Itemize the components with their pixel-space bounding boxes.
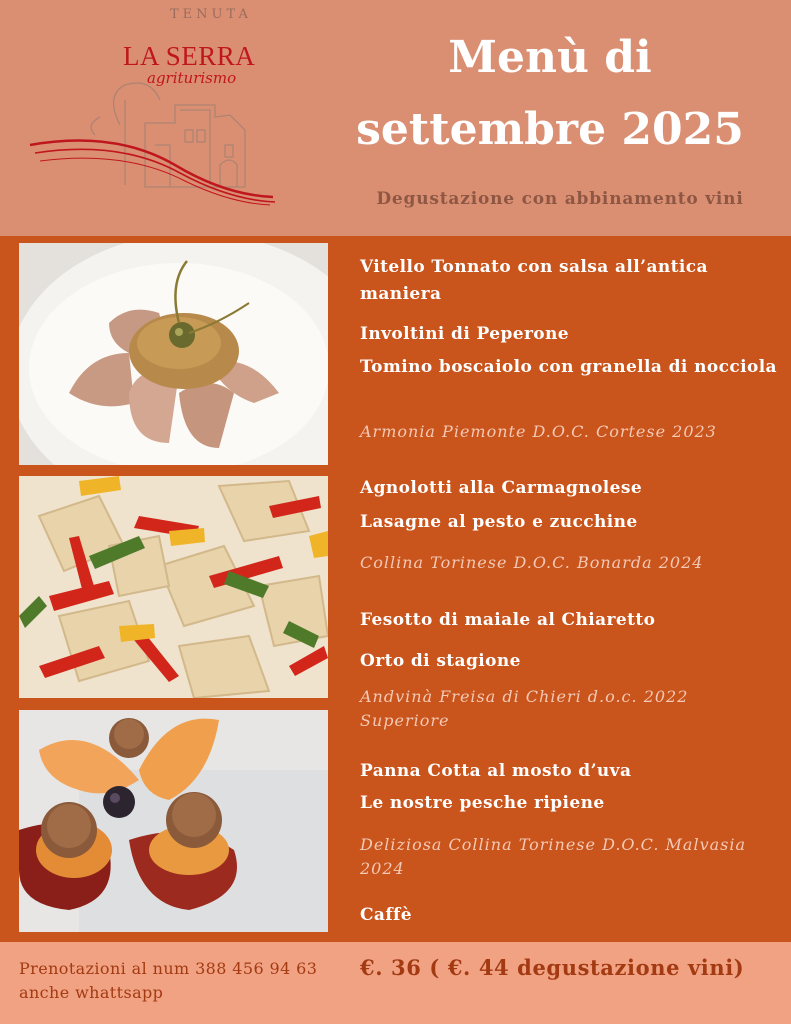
wine-pairing-2: Collina Torinese D.O.C. Bonarda 2024 (360, 553, 704, 572)
photo-agnolotti (19, 476, 328, 698)
dish-orto: Orto di stagione (360, 651, 521, 671)
dish-tomino: Tomino boscaiolo con granella di nocciola (360, 357, 777, 377)
dish-caffe: Caffè (360, 905, 412, 925)
dish-fesotto: Fesotto di maiale al Chiaretto (360, 610, 656, 630)
photo-pesche-ripiene (19, 710, 328, 932)
logo-name: LA SERRA (123, 41, 256, 71)
logo (25, 5, 280, 215)
dish-pesche: Le nostre pesche ripiene (360, 793, 605, 813)
wine-pairing-3: Andvinà Freisa di Chieri d.o.c. 2022 Superiore (360, 687, 689, 730)
booking-whatsapp: anche whattsapp (19, 983, 164, 1002)
dish-involtini: Involtini di Peperone (360, 324, 570, 344)
farmhouse-logo-drawing (25, 5, 280, 215)
dish-agnolotti: Agnolotti alla Carmagnolese (360, 478, 643, 498)
page-title-line1: Menù di (448, 32, 652, 83)
booking-phone: Prenotazioni al num 388 456 94 63 (19, 959, 318, 978)
photo-vitello-tonnato (19, 243, 328, 465)
logo-tenuta: TENUTA (170, 7, 252, 22)
dish-vitello-tonnato: Vitello Tonnato con salsa all’antica maniera (360, 257, 708, 304)
dish-lasagne: Lasagne al pesto e zucchine (360, 512, 638, 532)
page-subtitle: Degustazione con abbinamento vini (376, 189, 744, 209)
booking-contact (19, 957, 359, 1005)
menu-price: €. 36 ( €. 44 degustazione vini) (360, 955, 745, 980)
dish-panna-cotta: Panna Cotta al mosto d’uva (360, 761, 632, 781)
wine-pairing-1: Armonia Piemonte D.O.C. Cortese 2023 (360, 422, 717, 441)
page-title-line2: settembre 2025 (356, 104, 744, 155)
wine-pairing-4: Deliziosa Collina Torinese D.O.C. Malvasia 2024 (360, 835, 747, 878)
logo-tagline: agriturismo (147, 69, 237, 87)
